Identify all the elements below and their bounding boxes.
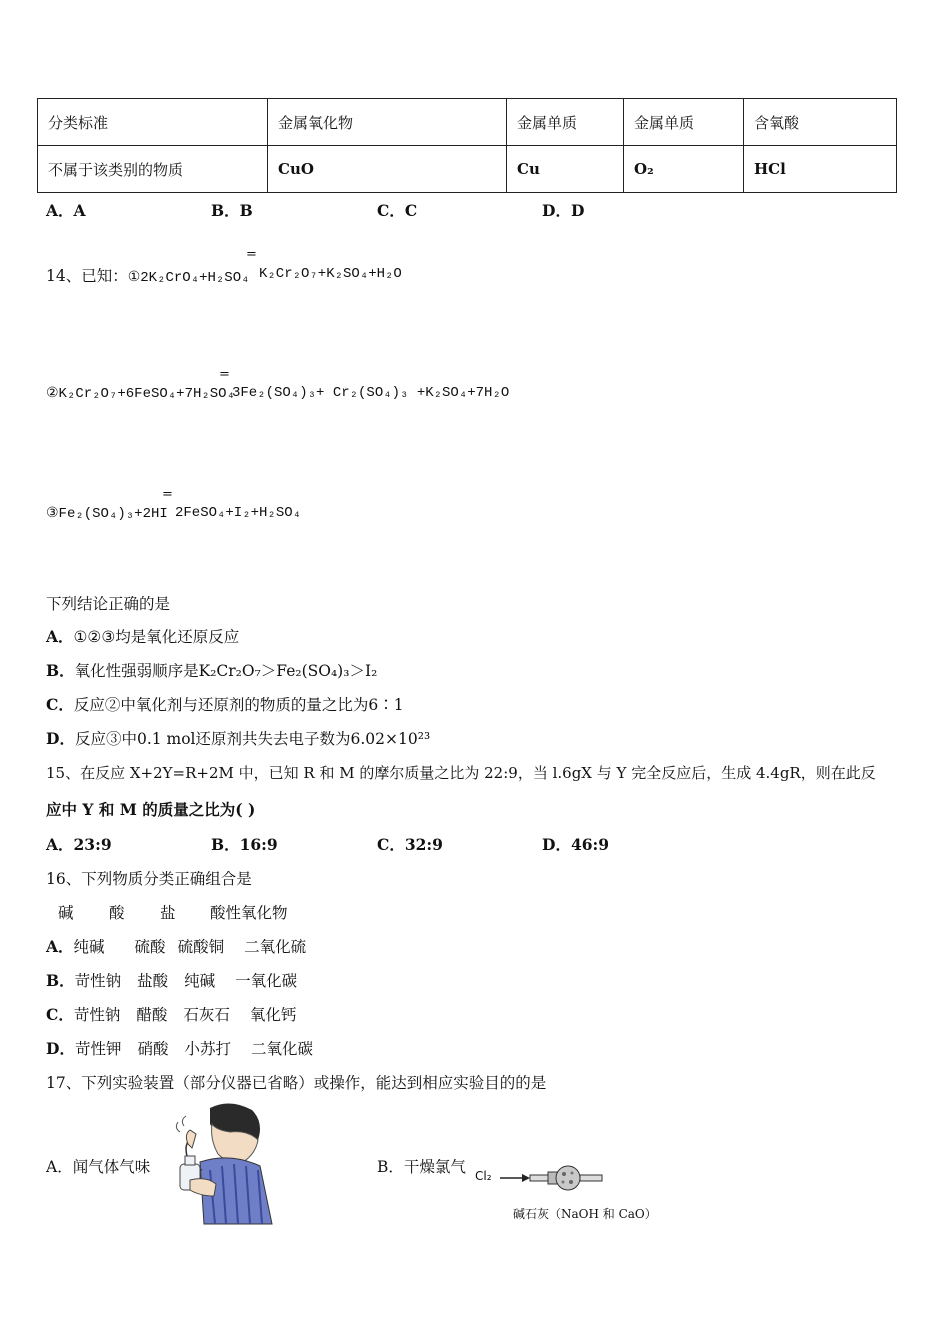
table-cell: Cu [507, 146, 624, 193]
equals-sign: = [219, 367, 230, 382]
table-cell: O₂ [624, 146, 744, 193]
q17-option-a: A．闻气体气味 [46, 1158, 151, 1176]
q17-stem: 17、下列实验装置（部分仪器已省略）或操作，能达到相应实验目的的是 [46, 1074, 547, 1092]
table-cell: CuO [268, 146, 507, 193]
q13-option-b: B．B [211, 201, 253, 220]
q16-option-b: B．苛性钠 盐酸 纯碱 一氧化碳 [46, 971, 298, 990]
table-header-row [38, 99, 897, 146]
equation-3-products: 2FeSO₄+I₂+H₂SO₄ [175, 505, 302, 521]
q15-option-a: A．23:9 [46, 835, 112, 854]
q16-header-acidic-oxide: 酸性氧化物 [210, 904, 288, 922]
fig-b-caption: 碱石灰（NaOH 和 CaO） [513, 1207, 657, 1221]
q15-line-2: 应中 Y 和 M 的质量之比为( ) [46, 800, 256, 819]
smelling-gas-illustration [160, 1100, 280, 1225]
equals-sign: = [162, 487, 173, 502]
q15-line-1: 15、在反应 X+2Y=R+2M 中，已知 R 和 M 的摩尔质量之比为 22:9，当 l.6gX 与 Y 完全反应后，生成 4.4gR，则在此反 [46, 764, 876, 782]
q15-option-c: C．32:9 [377, 835, 443, 854]
table-cell: 不属于该类别的物质 [38, 146, 268, 193]
q14-stem: 14、已知：①2K₂CrO₄+H₂SO₄ [46, 267, 250, 286]
q16-option-a: A．纯碱 硫酸 硫酸铜 二氧化硫 [46, 937, 307, 956]
drying-tube-diagram [470, 1160, 630, 1200]
q16-option-c: C．苛性钠 醋酸 石灰石 氧化钙 [46, 1005, 297, 1024]
equation-1-products: K₂Cr₂O₇+K₂SO₄+H₂O [259, 266, 402, 282]
q14-option-c: C．反应②中氧化剂与还原剂的物质的量之比为6∶1 [46, 695, 404, 714]
q16-header-salt: 盐 [160, 904, 176, 922]
table-cell: 金属单质 [624, 99, 744, 146]
q13-option-d: D．D [542, 201, 585, 220]
equation-2-reactants: ②K₂Cr₂O₇+6FeSO₄+7H₂SO₄ [46, 386, 235, 402]
table-cell: 金属氧化物 [268, 99, 507, 146]
equation-2-products: 3Fe₂(SO₄)₃+ Cr₂(SO₄)₃ +K₂SO₄+7H₂O [232, 385, 510, 401]
table-row [38, 146, 897, 193]
q15-option-d: D．46:9 [542, 835, 610, 854]
equals-sign: = [246, 247, 257, 262]
q16-header-base: 碱 [58, 904, 74, 922]
q17-option-b: B．干燥氯气 [377, 1158, 466, 1176]
table-cell: 含氧酸 [744, 99, 897, 146]
q16-option-d: D．苛性钾 硝酸 小苏打 二氧化碳 [46, 1039, 314, 1058]
q13-option-a: A．A [46, 201, 86, 220]
equation-3-reactants: ③Fe₂(SO₄)₃+2HI [46, 506, 168, 522]
table-cell: 金属单质 [507, 99, 624, 146]
q13-option-c: C．C [377, 201, 418, 220]
q14-option-d: D．反应③中0.1 mol还原剂共失去电子数为6.02×10²³ [46, 729, 431, 748]
q14-option-b: B．氧化性强弱顺序是K₂Cr₂O₇＞Fe₂(SO₄)₃＞I₂ [46, 661, 378, 680]
table-cell: 分类标准 [38, 99, 268, 146]
q16-header-acid: 酸 [109, 904, 125, 922]
fig-b-gas-label: Cl₂ [475, 1169, 492, 1183]
table-cell: HCl [744, 146, 897, 193]
q14-option-a: A．①②③均是氧化还原反应 [46, 627, 240, 646]
q14-question: 下列结论正确的是 [46, 595, 171, 613]
q15-option-b: B．16:9 [211, 835, 278, 854]
classification-table [37, 98, 897, 193]
q16-stem: 16、下列物质分类正确组合是 [46, 870, 252, 888]
